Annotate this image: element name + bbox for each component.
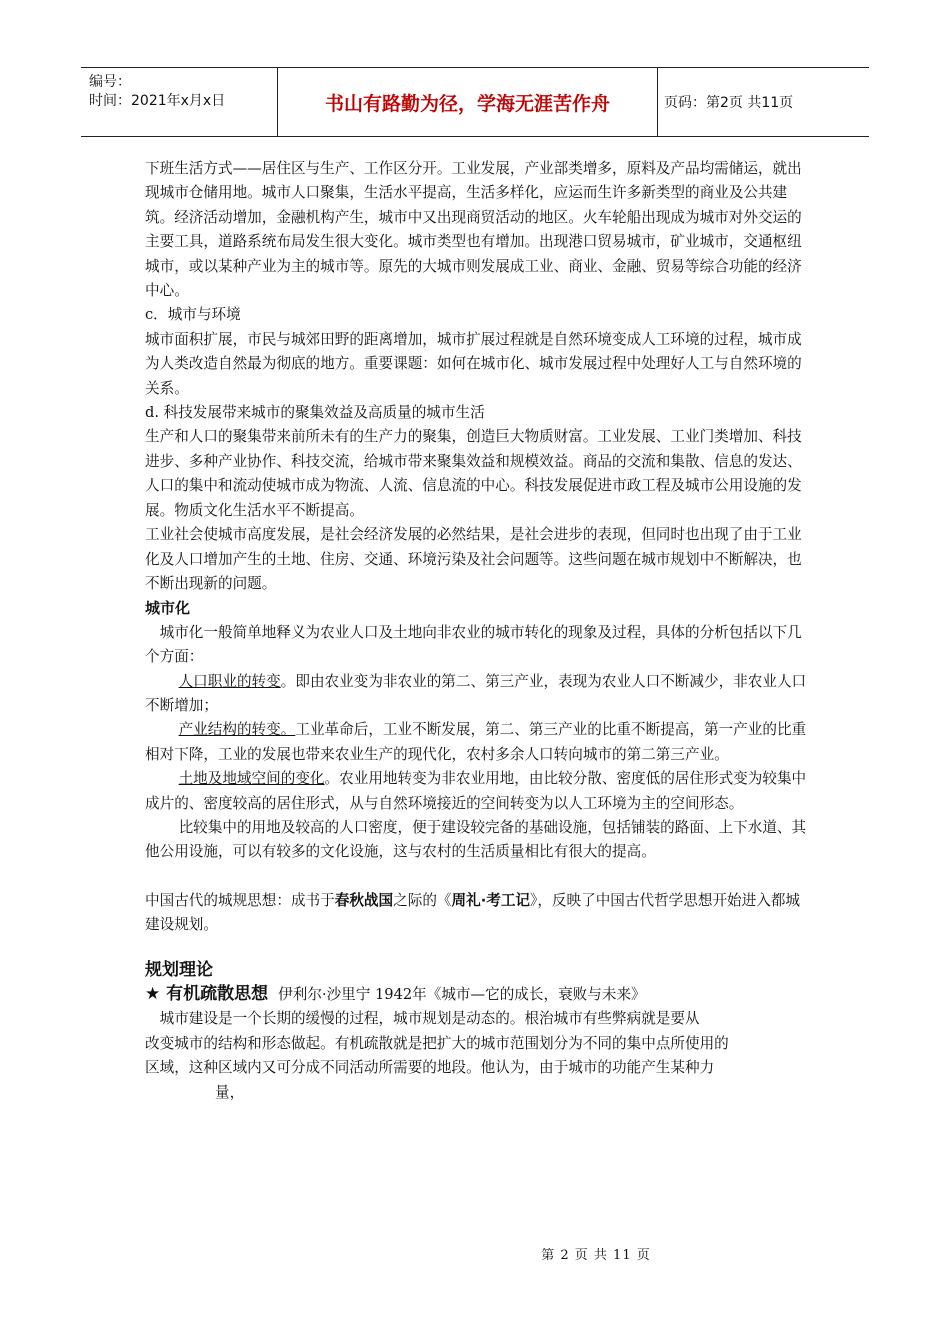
heading-planning-theory: 规划理论 xyxy=(145,959,213,980)
header-meta xyxy=(81,68,278,136)
paragraph: 城市化一般简单地释义为农业人口及土地向非农业的城市转化的现象及过程，具体的分析包括以下几个方面： xyxy=(145,623,802,666)
theory-reference: 伊利尔·沙里宁 1942年《城市—它的成长，衰败与未来》 xyxy=(278,986,646,1003)
document-body xyxy=(145,157,813,1105)
heading-urbanization: 城市化 xyxy=(145,599,191,618)
header-page-number: 页码：第2页 共11页 xyxy=(664,95,794,111)
page-header xyxy=(81,67,869,137)
paragraph: 工业社会使城市高度发展，是社会经济发展的必然结果，是社会进步的表现，但同时也出现了由于工业化及人口增加产生的土地、住房、交通、环境污染及社会问题等。这些问题在城市规划中不断解决，也不断出现新的问题。 xyxy=(145,526,802,592)
item-label: 土地及地域空间的变化 xyxy=(178,770,325,788)
section-heading-d: d. 科技发展带来城市的聚集效益及高质量的城市生活 xyxy=(145,404,485,422)
page-footer: 第 2 页 共 11 页 xyxy=(541,1248,651,1263)
spacer xyxy=(145,865,813,889)
list-item xyxy=(145,670,813,719)
theory-title-line xyxy=(145,982,813,1007)
text-run: 》，反映了中国古代哲学思想开始进入都城建设规划。 xyxy=(145,891,801,934)
spacer xyxy=(145,938,813,958)
paragraph: 城市面积扩展，市民与城郊田野的距离增加，城市扩展过程就是自然环境变成人工环境的过程，城市成为人类改造自然最为彻底的地方。重要课题：如何在城市化、城市发展过程中处理好人工与自然环境的关系。 xyxy=(145,330,802,397)
emphasis: 春秋战国 xyxy=(334,891,394,909)
paragraph: 比较集中的用地及较高的人口密度，便于建设较完备的基础设施，包括铺装的路面、上下水道、其他公用设施，可以有较多的文化设施，这与农村的生活质量相比有很大的提高。 xyxy=(145,818,807,861)
list-item xyxy=(145,767,813,816)
paragraph-line: 量， xyxy=(215,1083,245,1101)
item-text: 工业革命后，工业不断发展，第二、第三产业的比重不断提高，第一产业的比重相对下降，工业的发展也带来农业生产的现代化，农村多余人口转向城市的第二第三产业。 xyxy=(145,721,807,763)
theory-title: ★ 有机疏散思想 xyxy=(145,984,269,1004)
item-text: 。农业用地转变为非农业用地，由比较分散、密度低的居住形式变为较集中成片的、密度较高的居住形式，从与自然环境接近的空间转变为以人工环境为主的空间形态。 xyxy=(145,770,807,812)
date-label: 时间：2021年x月x日 xyxy=(89,93,226,109)
text-run: 之际的《 xyxy=(393,891,452,909)
number-label: 编号： xyxy=(89,74,131,90)
paragraph-line: 改变城市的结构和形态做起。有机疏散就是把扩大的城市范围划分为不同的集中点所使用的 xyxy=(145,1034,729,1052)
item-text: 。即由农业变为非农业的第二、第三产业，表现为农业人口不断减少，非农业人口不断增加； xyxy=(145,672,807,714)
section-heading-c: c．城市与环境 xyxy=(145,306,241,324)
item-label: 产业结构的转变。 xyxy=(178,721,296,739)
paragraph-line: 城市建设是一个长期的缓慢的过程，城市规划是动态的。根治城市有些弊病就是要从 xyxy=(159,1010,700,1028)
paragraph-line: 区域，这种区域内又可分成不同活动所需要的地段。他认为，由于城市的功能产生某种力 xyxy=(145,1059,715,1077)
text-run: 中国古代的城规思想：成书于 xyxy=(145,891,335,909)
list-item xyxy=(145,718,813,767)
paragraph xyxy=(145,889,813,938)
item-label: 人口职业的转变 xyxy=(178,672,281,690)
paragraph: 下班生活方式——居住区与生产、工作区分开。工业发展，产业部类增多，原料及产品均需储运，就出现城市仓储用地。城市人口聚集，生活水平提高，生活多样化，应运而生许多新类型的商业及公共建筑。经济活动增加，金融机构产生，城市中又出现商贸活动的地区。火车轮船出现成为城市对外交运的主要工具，道路系统布局发生很大变化。城市类型也有增加。出现港口贸易城市，矿业城市，交通枢纽城市，或以某种产业为主的城市等。原先的大城市则发展成工业、商业、金融、贸易等综合功能的经济中心。 xyxy=(145,160,802,300)
emphasis: 周礼·考工记 xyxy=(451,891,531,909)
paragraph: 生产和人口的聚集带来前所未有的生产力的聚集，创造巨大物质财富。工业发展、工业门类增加、科技进步、多种产业协作、科技交流，给城市带来聚集效益和规模效益。商品的交流和集散、信息的发达、人口的集中和流动使城市成为物流、人流、信息流的中心。科技发展促进市政工程及城市公用设施的发展。物质文化生活水平不断提高。 xyxy=(145,428,802,519)
header-motto: 书山有路勤为径，学海无涯苦作舟 xyxy=(278,68,658,136)
